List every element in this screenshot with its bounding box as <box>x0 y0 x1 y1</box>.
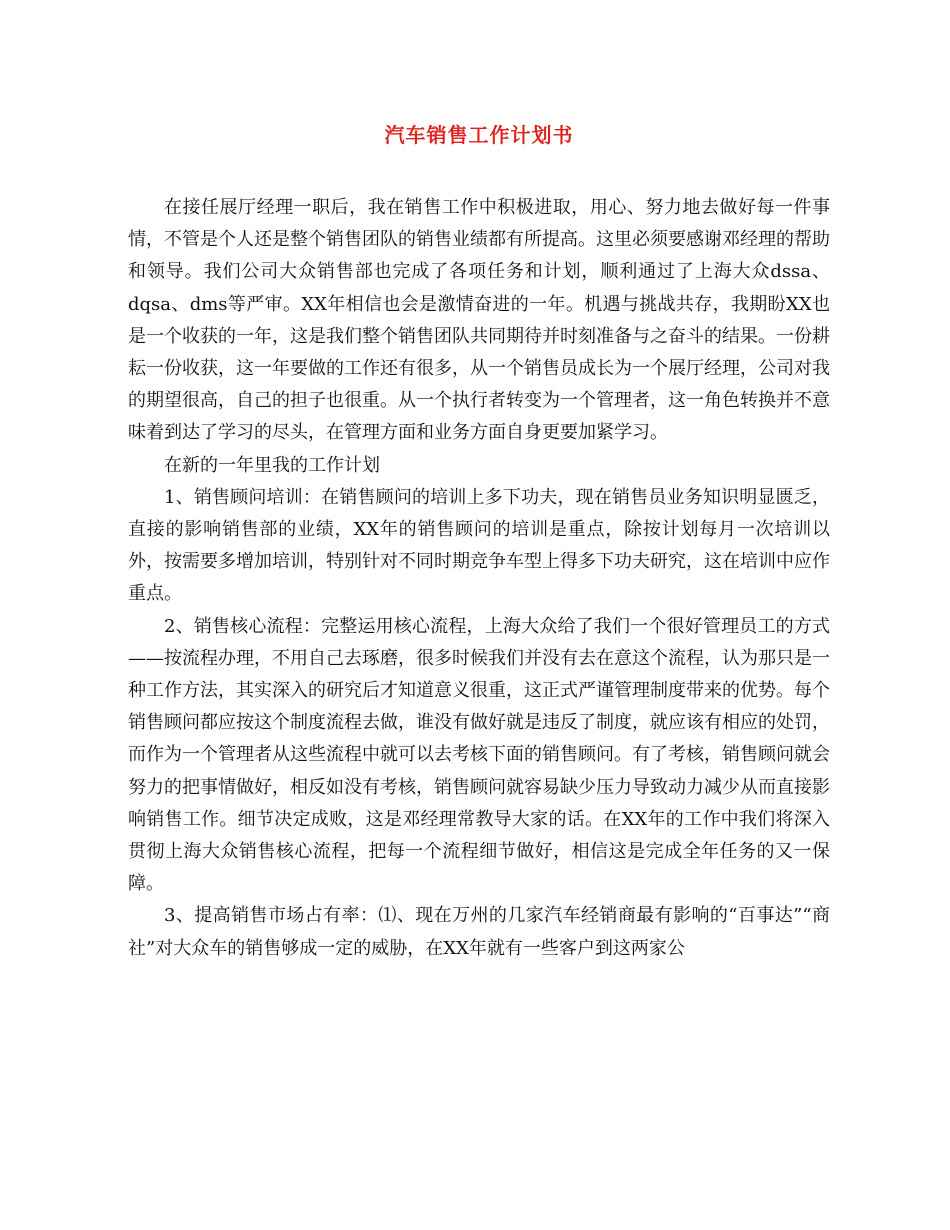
document-body <box>128 192 830 965</box>
plan-item-2-paragraph: 2、销售核心流程：完整运用核心流程，上海大众给了我们一个很好管理员工的方式——按流程办理，不用自己去琢磨，很多时候我们并没有去在意这个流程，认为那只是一种工作方法，其实深入的研究后才知道意义很重，这正式严谨管理制度带来的优势。每个销售顾问都应按这个制度流程去做，谁没有做好就是违反了制度，就应该有相应的处罚，而作为一个管理者从这些流程中就可以去考核下面的销售顾问。有了考核，销售顾问就会努力的把事情做好，相反如没有考核，销售顾问就容易缺少压力导致动力减少从而直接影响销售工作。细节决定成败，这是邓经理常教导大家的话。在XX年的工作中我们将深入贯彻上海大众销售核心流程，把每一个流程细节做好，相信这是完成全年任务的又一保障。 <box>128 615 830 895</box>
intro-paragraph: 在接任展厅经理一职后，我在销售工作中积极进取，用心、努力地去做好每一件事情，不管是个人还是整个销售团队的销售业绩都有所提高。这里必须要感谢邓经理的帮助和领导。我们公司大众销售部也完成了各项任务和计划，顺利通过了上海大众dssa、dqsa、dms等严审。XX年相信也会是激情奋进的一年。机遇与挑战共存，我期盼XX也是一个收获的一年，这是我们整个销售团队共同期待并时刻准备与之奋斗的结果。一份耕耘一份收获，这一年要做的工作还有很多，从一个销售员成长为一个展厅经理，公司对我的期望很高，自己的担子也很重。从一个执行者转变为一个管理者，这一角色转换并不意味着到达了学习的尽头，在管理方面和业务方面自身更要加紧学习。 <box>128 197 830 444</box>
document-title: 汽车销售工作计划书 <box>384 123 574 147</box>
plan-item-3-paragraph: 3、提高销售市场占有率：⑴、现在万州的几家汽车经销商最有影响的“百事达”“商社”对大众车的销售够成一定的威胁，在XX年就有一些客户到这两家公 <box>128 905 830 959</box>
plan-heading-paragraph: 在新的一年里我的工作计划 <box>164 454 380 476</box>
plan-item-1-paragraph: 1、销售顾问培训：在销售顾问的培训上多下功夫，现在销售员业务知识明显匮乏，直接的影响销售部的业绩，XX年的销售顾问的培训是重点，除按计划每月一次培训以外，按需要多增加培训，特别针对不同时期竞争车型上得多下功夫研究，这在培训中应作重点。 <box>128 486 830 605</box>
